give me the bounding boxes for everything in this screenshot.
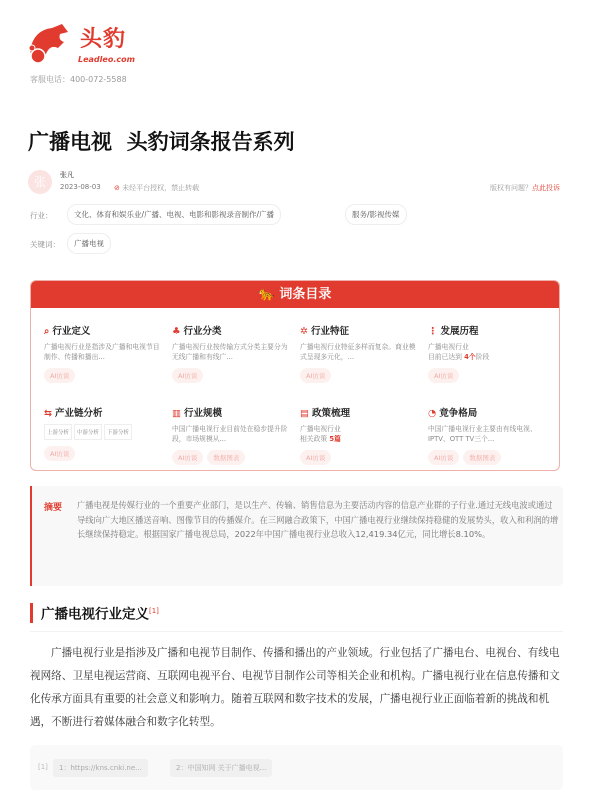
toc-item-competition[interactable] [428, 405, 548, 465]
toc-item-features[interactable] [300, 323, 420, 383]
report-area [490, 183, 560, 193]
ai-interview-pill[interactable]: AI访谈 [172, 368, 203, 383]
ban-icon: ⊘ [114, 184, 120, 192]
ai-interview-pill[interactable]: AI访谈 [428, 368, 459, 383]
toc-item-chain[interactable] [44, 405, 164, 461]
ai-interview-pill[interactable]: AI访谈 [300, 450, 331, 465]
item-title: 政策梳理 [311, 408, 350, 419]
ai-interview-pill[interactable]: AI访谈 [428, 450, 459, 465]
desc-line: 广播电视行业 [428, 343, 469, 351]
section-title: 广播电视行业定义 [41, 606, 149, 623]
copyright-notice [114, 183, 199, 193]
ai-interview-pill[interactable]: AI访谈 [44, 368, 75, 383]
section-heading [30, 603, 159, 623]
desc-line: 相关政策 [300, 435, 330, 443]
references-box [30, 745, 563, 790]
desc-line: 目前已达到 [428, 353, 465, 361]
brand-name: 头豹 [80, 27, 127, 52]
data-chart-pill[interactable]: 数据图表 [207, 450, 245, 465]
data-chart-pill[interactable]: 数据图表 [463, 450, 501, 465]
page-title: 广播电视 头豹词条报告系列 [28, 130, 295, 154]
midstream-tag[interactable]: 中游分析 [74, 424, 102, 440]
toc-item-policy[interactable] [300, 405, 420, 465]
hierarchy-icon: ♣ [172, 326, 181, 337]
item-desc: 广播电视行业特征多样而复杂。商业模式呈现多元化，... [300, 343, 416, 361]
item-title: 行业特征 [310, 326, 349, 337]
item-title: 行业定义 [52, 326, 91, 337]
brand-url: Leadleo.com [78, 55, 135, 64]
notice-text: 未经平台授权，禁止转载 [122, 184, 200, 192]
keyword-label: 关键词： [30, 240, 60, 249]
footnote-ref[interactable]: [1] [149, 607, 159, 615]
keyword-tag[interactable]: 广播电视 [67, 233, 111, 254]
reference-link[interactable]: 1：https://kns.cnki.ne... [53, 759, 148, 777]
item-title: 发展历程 [440, 326, 479, 337]
ai-interview-pill[interactable]: AI访谈 [300, 368, 331, 383]
pie-chart-icon: ◔ [428, 408, 437, 419]
downstream-tag[interactable]: 下游分析 [104, 424, 132, 440]
refs-label: [1] [38, 763, 48, 771]
report-question: 版权有问题？ [490, 184, 532, 192]
item-desc: 广播电视行业是指涉及广播和电视节目制作、传播和播出... [44, 343, 160, 361]
author-name[interactable]: 张凡 [60, 171, 74, 179]
toc-title: 词条目录 [279, 287, 332, 302]
desc-line: 阶段 [475, 353, 490, 361]
industry-tag[interactable]: 文化、体育和娱乐业/广播、电视、电影和影视录音制作/广播 [67, 204, 281, 225]
ai-interview-pill[interactable]: AI访谈 [44, 446, 75, 461]
toc-header [31, 281, 559, 308]
industry-label: 行业： [30, 211, 53, 220]
upstream-tag[interactable]: 上游分析 [44, 424, 72, 440]
item-title: 行业规模 [183, 408, 222, 419]
item-desc: 中国广播电视行业主要由有线电视、IPTV、OTT TV三个... [428, 425, 537, 443]
search-icon: ⌕ [44, 326, 50, 337]
chain-icon: ⇆ [44, 408, 52, 419]
timeline-icon: ⋮ [428, 326, 438, 337]
document-icon: ▤ [300, 408, 309, 419]
bar-chart-icon: ▥ [172, 408, 181, 419]
definition-paragraph: 广播电视行业是指涉及广播和电视节目制作、传播和播出的产业领域。行业包括了广播电台、电视台、有线电视网络、卫星电视运营商、互联网电视平台、电视节目制作公司等相关企业和机构。广播电视行业在信息传播和文化传承方面具有重要的社会意义和影响力。随着互联网和数字技术的发展，广播电视行业正面临着新的挑战和机遇，不断进行着媒体融合和数字化转型。 [30, 647, 560, 728]
toc-card [30, 280, 560, 471]
item-title: 行业分类 [183, 326, 222, 337]
toc-item-definition[interactable] [44, 323, 164, 383]
ai-interview-pill[interactable]: AI访谈 [172, 450, 203, 465]
report-link[interactable]: 点此投诉 [532, 184, 560, 192]
summary-text: 广播电视是传媒行业的一个重要产业部门，是以生产、传输、销售信息为主要活动内容的信息产业群的子行业.通过无线电波或通过导线向广大地区播送音响、图像节目的传播媒介。在三网融合政策下，中国广播电视行业继续保持稳健的发展势头，收入和利润的增长继续保持稳定。根据国家广播电视总局，2022年中国广播电视行业总收入12,419.34亿元，同比增长8.10%。 [77, 500, 559, 539]
reference-link[interactable]: 2：中国知网 关于广播电视... [170, 759, 272, 777]
item-title: 产业链分析 [54, 408, 103, 419]
policy-count: 5篇 [329, 435, 341, 443]
stage-count: 4个 [464, 353, 476, 361]
toc-item-scale[interactable] [172, 405, 292, 465]
leopard-icon: 🐆 [258, 287, 280, 302]
summary-label: 摘要 [44, 503, 63, 513]
item-title: 竞争格局 [439, 408, 478, 419]
item-desc [428, 342, 548, 362]
divider [30, 631, 563, 632]
desc-line: 广播电视行业 [300, 425, 341, 433]
badge-icon: ✲ [300, 326, 308, 337]
item-desc [300, 424, 420, 444]
avatar[interactable]: 张 [28, 170, 52, 194]
toc-item-history[interactable] [428, 323, 548, 383]
item-desc: 广播电视行业按传输方式分类主要分为无线广播和有线广... [172, 343, 288, 361]
industry-tag[interactable]: 服务/影视传媒 [345, 204, 407, 225]
toc-item-classification[interactable] [172, 323, 292, 383]
summary-box [30, 486, 563, 586]
publish-date: 2023-08-03 [60, 183, 101, 191]
item-desc: 中国广播电视行业目前处在稳步提升阶段，市场规模从... [172, 425, 288, 443]
service-phone: 客服电话：400-072-5588 [30, 75, 127, 84]
